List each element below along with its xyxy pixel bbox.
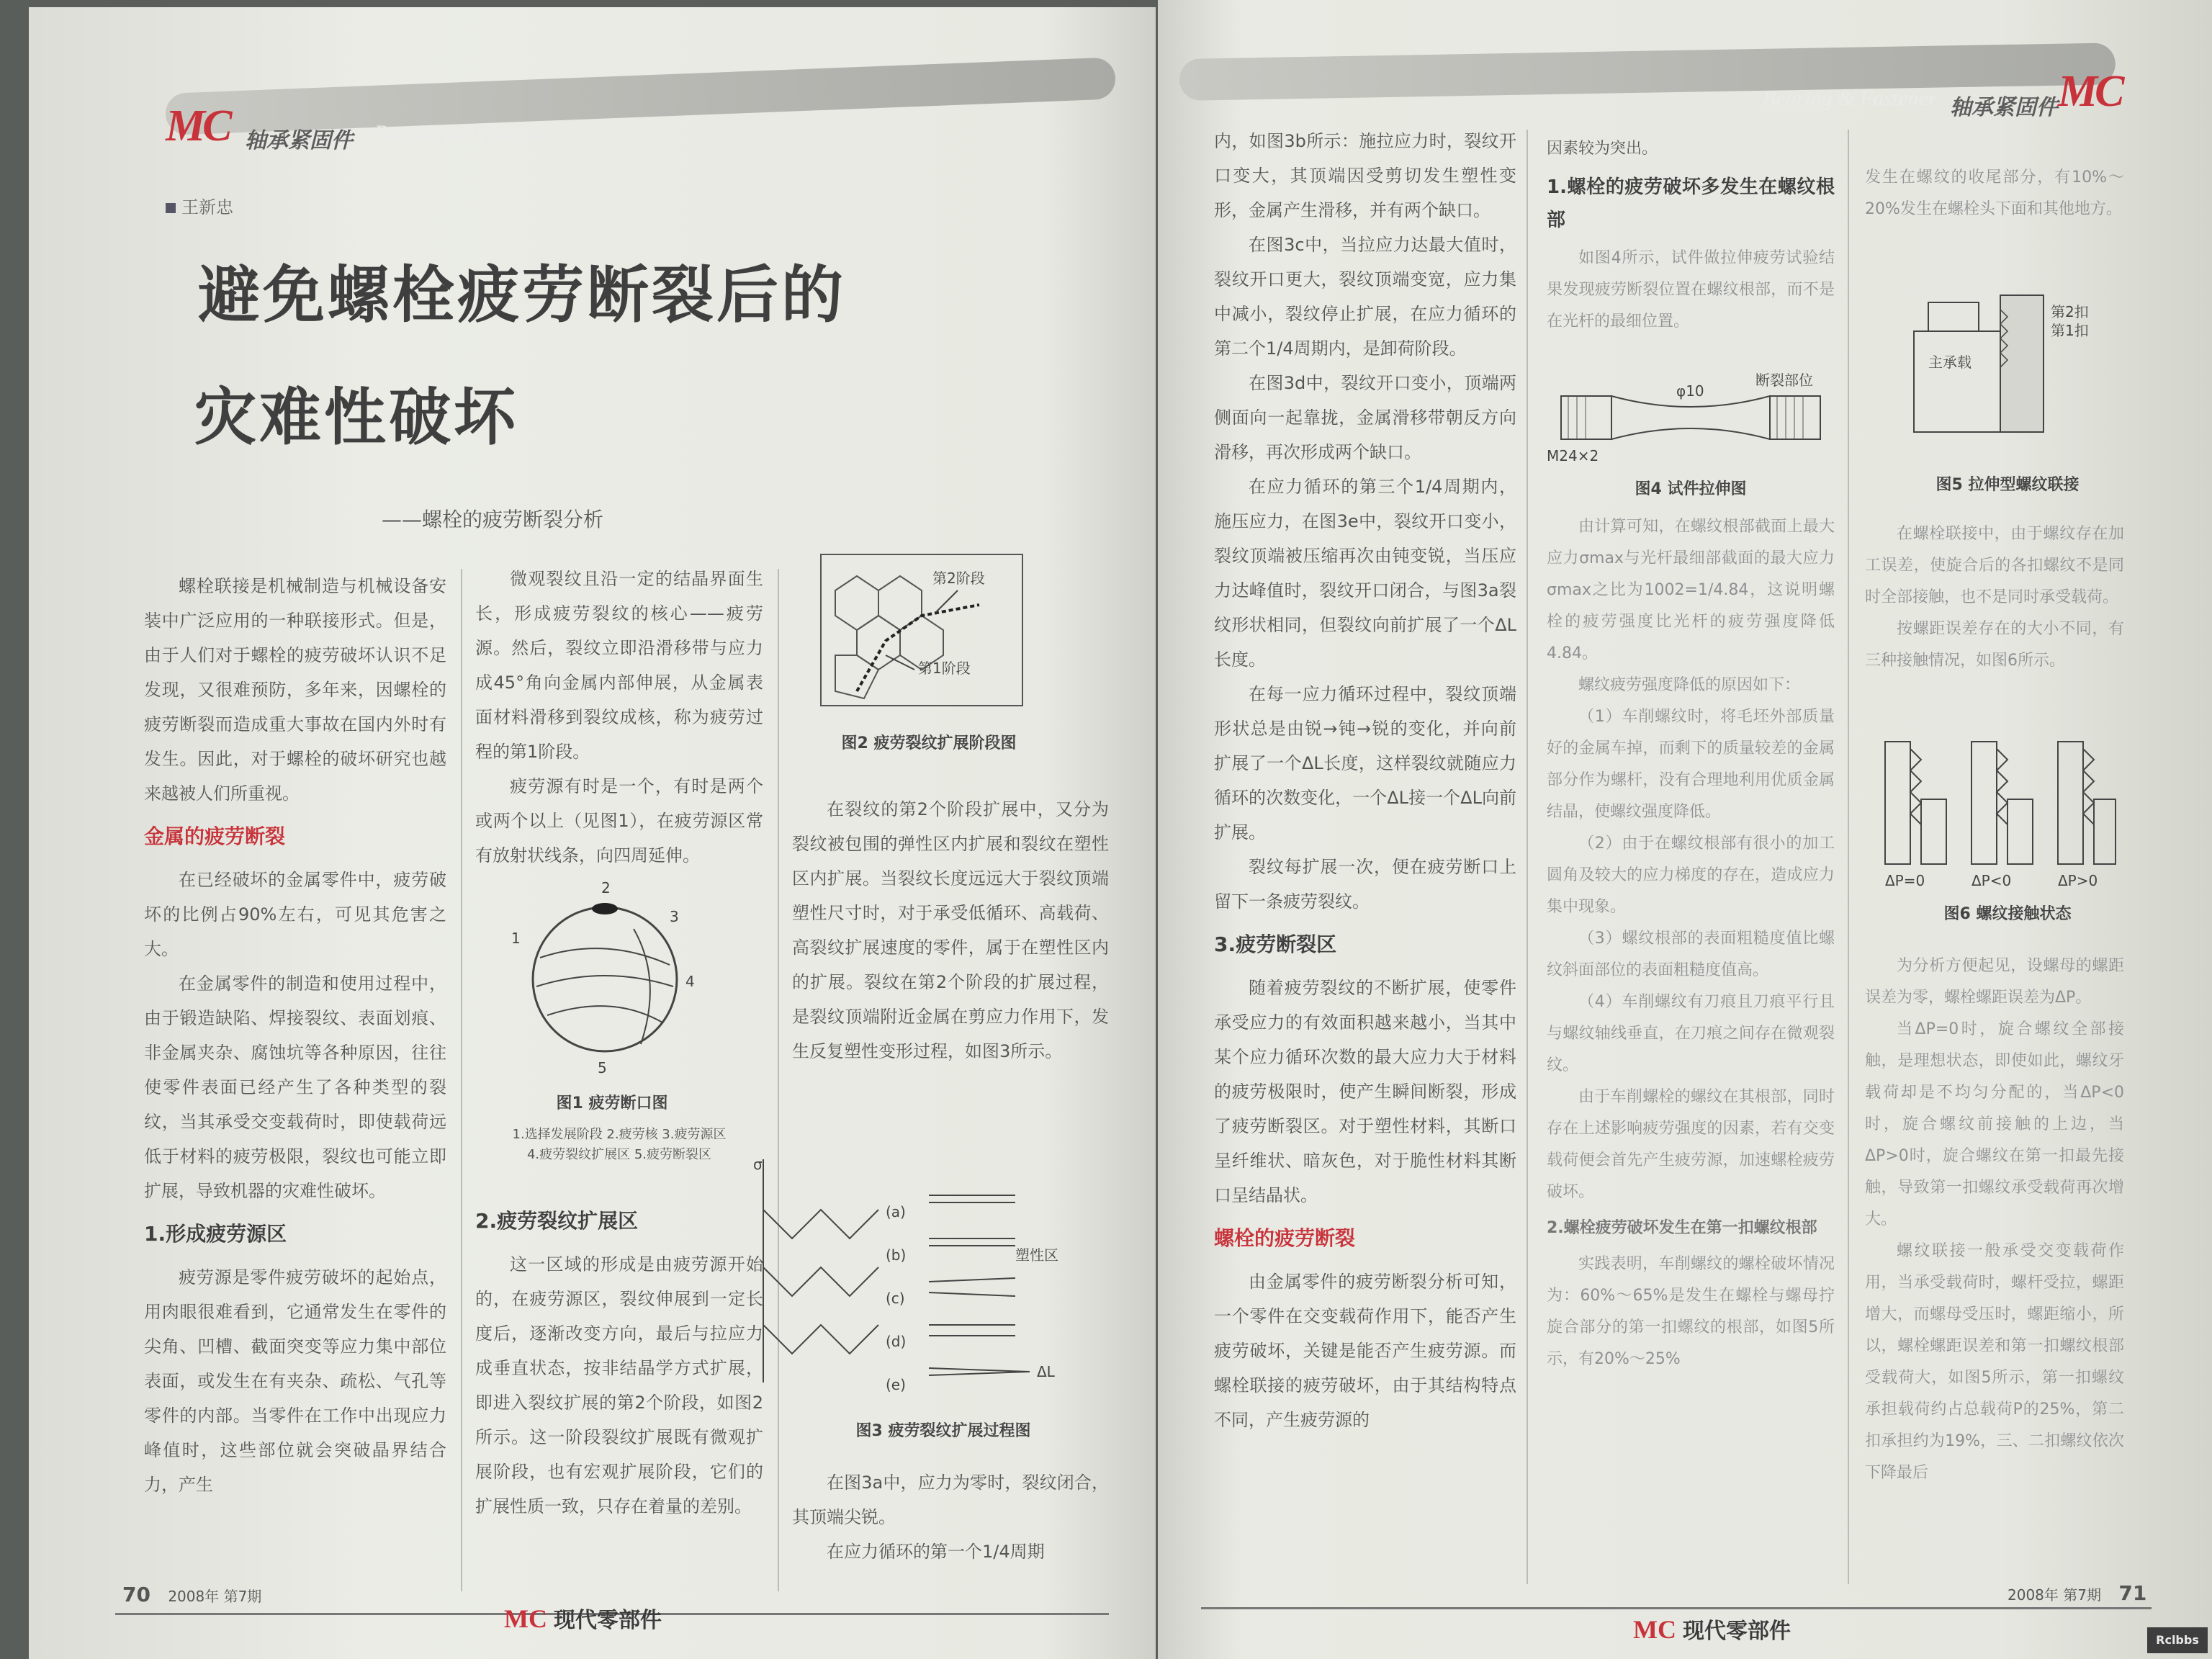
right-col-1 — [1214, 124, 1516, 1437]
paragraph: 由计算可知，在螺纹根部截面上最大应力σmax与光杆最细部截面的最大应力σmax之比为1002=1/4.84，这说明螺栓的疲劳强度比光杆的疲劳强度降低4.84。 — [1547, 518, 1835, 662]
fig1-label: 5 — [598, 1059, 607, 1076]
figure-6-caption: 图6 螺纹接触状态 — [1943, 905, 2072, 923]
watermark-badge: Rclbbs — [2147, 1627, 2208, 1653]
footer-mc-logo: MC — [504, 1604, 547, 1633]
paragraph: （4）车削螺纹有刀痕且刀痕平行且与螺纹轴线垂直，在刀痕之间存在微观裂纹。 — [1547, 993, 1835, 1074]
figure-1-fracture-diagram — [497, 878, 713, 1080]
figure-2-crack-stages — [814, 547, 1037, 713]
paragraph: 在应力循环的第一个1/4周期 — [827, 1542, 1045, 1562]
paragraph: （2）由于在螺纹根部有很小的加工圆角及较大的应力梯度的存在，造成应力集中现象。 — [1547, 835, 1835, 916]
paragraph: 在裂纹的第2个阶段扩展中，又分为裂纹被包围的弹性区内扩展和裂纹在塑性区内扩展。当裂纹长度远远大于裂纹顶端塑性尺寸时，对于承受低循环、高载荷、高裂纹扩展速度的零件，属于在塑性区内的扩展。裂纹在第2个阶段的扩展过程，是裂纹顶端附近金属在剪应力作用下，发生反复塑性变形过程，如图3所示。 — [792, 799, 1109, 1061]
right-col-3 — [1865, 162, 2124, 225]
footer-page-info — [2008, 1581, 2146, 1605]
paragraph: 在螺栓联接中，由于螺纹存在加工误差，使旋合后的各扣螺纹不是同时全部接触，也不是同时承受载荷。 — [1865, 525, 2124, 606]
left-col-3 — [792, 792, 1109, 1069]
left-col-2-lower — [475, 1195, 763, 1524]
footer-page-info — [122, 1583, 261, 1606]
paragraph: 当ΔP=0时，旋合螺纹全部接触，是理想状态，即使如此，螺纹牙载荷却是不均匀分配的，当ΔP<0时，旋合螺纹前接触的上边，当ΔP>0时，旋合螺纹在第一扣最先接触，导致第一扣螺纹承受载荷再次增大。 — [1865, 1020, 2124, 1228]
figure-3-crack-process — [749, 1152, 1080, 1404]
paragraph: 由金属零件的疲劳断裂分析可知，一个零件在交变载荷作用下，能否产生疲劳破坏，关键是能否产生疲劳源。而螺栓联接的疲劳破坏，由于其结构特点不同，产生疲劳源的 — [1214, 1272, 1516, 1430]
fig6-label: ΔP>0 — [2058, 872, 2098, 889]
fig3-row-label: (a) — [886, 1203, 906, 1220]
fig1-label: 2 — [601, 879, 611, 896]
fig3-row-label: (b) — [886, 1246, 907, 1264]
fig3-delta-label: ΔL — [1037, 1363, 1055, 1380]
fig3-plastic-label: 塑性区 — [1015, 1246, 1058, 1264]
figure-3-caption: 图3 疲劳裂纹扩展过程图 — [855, 1422, 1031, 1440]
paragraph: 疲劳源有时是一个，有时是两个或两个以上（见图1），在疲劳源区常有放射状线条，向四周延伸。 — [475, 776, 763, 866]
subsection-heading: 3.疲劳断裂区 — [1214, 932, 1337, 956]
fig5-label: 第2扣 — [2051, 303, 2089, 320]
paragraph: 随着疲劳裂纹的不断扩展，使零件承受应力的有效面积越来越小，当其中某个应力循环次数的最大应力大于材料的疲劳极限时，使产生瞬间断裂，形成了疲劳断裂区。对于塑性材料，其断口呈纤维状、暗灰色，对于脆性材料其断口呈结晶状。 — [1214, 978, 1516, 1205]
right-col-3-lower — [1865, 950, 2124, 1489]
paragraph: 微观裂纹且沿一定的结晶界面生长，形成疲劳裂纹的核心——疲劳源。然后，裂纹立即沿滑移带与应力成45°角向金属内部伸展，从金属表面材料滑移到裂纹成核，称为疲劳过程的第1阶段。 — [475, 569, 763, 762]
footer-brand — [1633, 1613, 1791, 1645]
mc-logo: MC — [166, 102, 230, 150]
paragraph: 由于车削螺栓的螺纹在其根部，同时存在上述影响疲劳强度的因素，若有交变载荷便会首先产生疲劳源，加速螺栓疲劳破坏。 — [1547, 1088, 1835, 1201]
footer-brand — [504, 1602, 662, 1634]
article-subtitle: ——螺栓的疲劳断裂分析 — [382, 508, 604, 531]
paragraph: 这一区域的形成是由疲劳源开始的，在疲劳源区，裂纹伸展到一定长度后，逐渐改变方向，最后与拉应力成垂直状态，按非结晶学方式扩展，即进入裂纹扩展的第2个阶段，如图2所示。这一阶段裂纹扩展既有微观扩展阶段，也有宏观扩展阶段，它们的扩展性质一致，只存在着量的差别。 — [475, 1254, 763, 1516]
author-name: 王新忠 — [181, 197, 233, 217]
fig6-label: ΔP=0 — [1885, 872, 1925, 889]
page-number: 71 — [2118, 1581, 2147, 1605]
header-section-cn: 轴承紧固件 — [245, 129, 353, 153]
paragraph: 内，如图3b所示：施拉应力时，裂纹开口变大，其顶端因受剪切发生塑性变形，金属产生滑移，并有两个缺口。 — [1214, 131, 1516, 220]
header-section-en: Bearing & Fastener — [374, 121, 549, 145]
fig2-stage2-label: 第2阶段 — [932, 570, 985, 587]
page-number: 70 — [122, 1583, 150, 1606]
footer-rule — [1201, 1607, 2152, 1609]
section-heading: 螺栓的疲劳断裂 — [1214, 1226, 1356, 1250]
legend-line: 1.选择发展阶段 2.疲劳核 3.疲劳源区 — [512, 1127, 727, 1142]
header-section-cn: 轴承紧固件 — [1950, 96, 2058, 120]
author — [166, 193, 233, 218]
fig3-row-label: (e) — [886, 1376, 906, 1393]
paragraph: 在图3d中，裂纹开口变小，顶端两侧面向一起靠拢，金属滑移带朝反方向滑移，再次形成两个缺口。 — [1214, 373, 1516, 462]
paragraph: 在应力循环的第三个1/4周期内，施压应力，在图3e中，裂纹开口变小，裂纹顶端被压缩再次由钝变锐，当压应力达峰值时，裂纹开口闭合，与图3a裂纹形状相同，但裂纹向前扩展了一个ΔL长度。 — [1214, 477, 1516, 670]
footer-mc-logo: MC — [1633, 1615, 1676, 1644]
paragraph: 螺栓联接是机械制造与机械设备安装中广泛应用的一种联接形式。但是，由于人们对于螺栓的疲劳破坏认识不足发现，又很难预防，多年来，因螺栓的疲劳断裂而造成重大事故在国内外时有发生。因此，对于螺栓的破坏研究也越来越被人们所重视。 — [144, 576, 446, 804]
paragraph: 螺纹联接一般承受交变载荷作用，当承受载荷时，螺杆受拉，螺距增大，而螺母受压时，螺距缩小，所以，螺栓螺距误差和第一扣螺纹根部受载荷大，如图5所示，第一扣螺纹承担载荷约占总载荷P的25%，第二扣承担约为19%，三、二扣螺纹依次下降最后 — [1865, 1242, 2124, 1482]
mc-logo: MC — [2058, 67, 2122, 116]
fig2-stage1-label: 第1阶段 — [918, 660, 971, 677]
subsection-heading: 1.形成疲劳源区 — [144, 1222, 287, 1246]
figure-4-specimen — [1547, 367, 1835, 468]
figure-2-caption: 图2 疲劳裂纹扩展阶段图 — [841, 734, 1017, 752]
author-bullet-icon — [166, 203, 176, 213]
article-title-line2: 灾难性破坏 — [194, 382, 518, 454]
header-section-en: Bearing & Fastener — [1763, 86, 1937, 110]
fig4-dia-label: φ10 — [1676, 382, 1704, 400]
subsection-heading: 1.螺栓的疲劳破坏多发生在螺纹根部 — [1547, 176, 1835, 231]
footer-magazine-name: 现代零部件 — [1682, 1619, 1791, 1644]
paragraph: （3）螺纹根部的表面粗糙度值比螺纹斜面部位的表面粗糙度值高。 — [1547, 930, 1835, 979]
paragraph: 为分析方便起见，设螺母的螺距误差为零，螺栓螺距误差为ΔP。 — [1865, 957, 2124, 1007]
issue-label: 2008年 第7期 — [168, 1588, 262, 1605]
subsection-heading: 2.螺栓疲劳破坏发生在第一扣螺纹根部 — [1547, 1219, 1817, 1237]
paragraph: 在图3c中，当拉应力达最大值时，裂纹开口更大，裂纹顶端变宽，应力集中减小，裂纹停止扩展，在应力循环的第二个1/4周期内，是卸荷阶段。 — [1214, 235, 1516, 359]
paragraph: 发生在螺纹的收尾部分，有10%～20%发生在螺栓头下面和其他地方。 — [1865, 168, 2124, 218]
paragraph: 在已经破坏的金属零件中，疲劳破坏的比例占90%左右，可见其危害之大。 — [144, 870, 446, 959]
section-heading: 金属的疲劳断裂 — [144, 824, 286, 848]
right-col-2 — [1547, 133, 1835, 338]
fig1-label: 1 — [511, 930, 521, 947]
right-col-2-lower — [1547, 511, 1835, 1375]
paragraph: 在图3a中，应力为零时，裂纹闭合，其顶端尖锐。 — [792, 1473, 1109, 1527]
column-divider — [778, 569, 779, 1591]
paragraph: 裂纹每扩展一次，便在疲劳断口上留下一条疲劳裂纹。 — [1214, 857, 1516, 912]
subsection-heading: 2.疲劳裂纹扩展区 — [475, 1209, 639, 1233]
column-divider — [1527, 130, 1528, 1584]
paragraph: 如图4所示，试件做拉伸疲劳试验结果发现疲劳断裂位置在螺纹根部，而不是在光杆的最细位置。 — [1547, 249, 1835, 331]
legend-line: 4.疲劳裂纹扩展区 5.疲劳断裂区 — [526, 1147, 712, 1162]
fig5-label: 第1扣 — [2051, 322, 2089, 339]
left-col-3-lower — [792, 1465, 1109, 1569]
fig3-row-label: (d) — [886, 1333, 907, 1350]
column-divider — [461, 569, 462, 1591]
paragraph: 疲劳源是零件疲劳破坏的起始点，用肉眼很难看到，它通常发生在零件的尖角、凹槽、截面突变等应力集中部位表面，或发生在有夹杂、疏松、气孔等零件的内部。当零件在工作中出现应力峰值时，这些部位就会突破晶界结合力，产生 — [144, 1267, 446, 1495]
fig6-label: ΔP<0 — [1972, 872, 2012, 889]
figure-5-thread-joint — [1907, 281, 2094, 439]
figure-4-caption: 图4 试件拉伸图 — [1635, 480, 1747, 498]
left-col-1 — [144, 569, 446, 1502]
fig3-axis-label: σ — [753, 1156, 763, 1173]
paragraph: 实践表明，车削螺纹的螺栓破坏情况为：60%～65%是发生在螺栓与螺母拧旋合部分的第一扣螺纹的根部，如图5所示，有20%～25% — [1547, 1255, 1835, 1368]
fig4-break-label: 断裂部位 — [1755, 372, 1813, 389]
right-page — [1158, 0, 2212, 1659]
paragraph: 在每一应力循环过程中，裂纹顶端形状总是由锐→钝→锐的变化，并向前扩展了一个ΔL长度，这样裂纹就随应力循环的次数变化，一个ΔL接一个ΔL向前扩展。 — [1214, 684, 1516, 842]
fig4-thread-label: M24×2 — [1547, 447, 1599, 464]
paragraph: （1）车削螺纹时，将毛坯外部质量好的金属车掉，而剩下的质量较差的金属部分作为螺杆，没有合理地利用优质金属结晶，使螺纹强度降低。 — [1547, 708, 1835, 821]
left-col-2 — [475, 562, 763, 873]
fig1-label: 4 — [685, 973, 695, 990]
left-page — [29, 7, 1156, 1659]
footer-magazine-name: 现代零部件 — [553, 1608, 662, 1633]
fig5-label: 主承载 — [1928, 354, 1972, 371]
right-col-3-mid — [1865, 518, 2124, 677]
figure-5-caption: 图5 拉伸型螺纹联接 — [1936, 476, 2080, 494]
fig3-row-label: (c) — [886, 1290, 905, 1307]
figure-6-contact-states — [1871, 727, 2123, 893]
figure-1-caption: 图1 疲劳断口图 — [556, 1094, 668, 1112]
issue-label: 2008年 第7期 — [2008, 1586, 2101, 1604]
paragraph: 螺纹疲劳强度降低的原因如下： — [1578, 676, 1801, 694]
figure-1-legend — [475, 1125, 763, 1165]
paragraph: 因素较为突出。 — [1547, 140, 1658, 158]
paragraph: 按螺距误差存在的大小不同，有三种接触情况，如图6所示。 — [1865, 620, 2124, 670]
article-title-line1: 避免螺栓疲劳断裂后的 — [198, 259, 846, 331]
fig1-label: 3 — [670, 908, 679, 925]
paragraph: 在金属零件的制造和使用过程中，由于锻造缺陷、焊接裂纹、表面划痕、非金属夹杂、腐蚀坑等各种原因，往往使零件表面已经产生了各种类型的裂纹，当其承受交变载荷时，即使载荷远低于材料的疲劳极限，裂纹也可能立即扩展，导致机器的灾难性破坏。 — [144, 974, 446, 1201]
column-divider — [1848, 130, 1849, 1584]
